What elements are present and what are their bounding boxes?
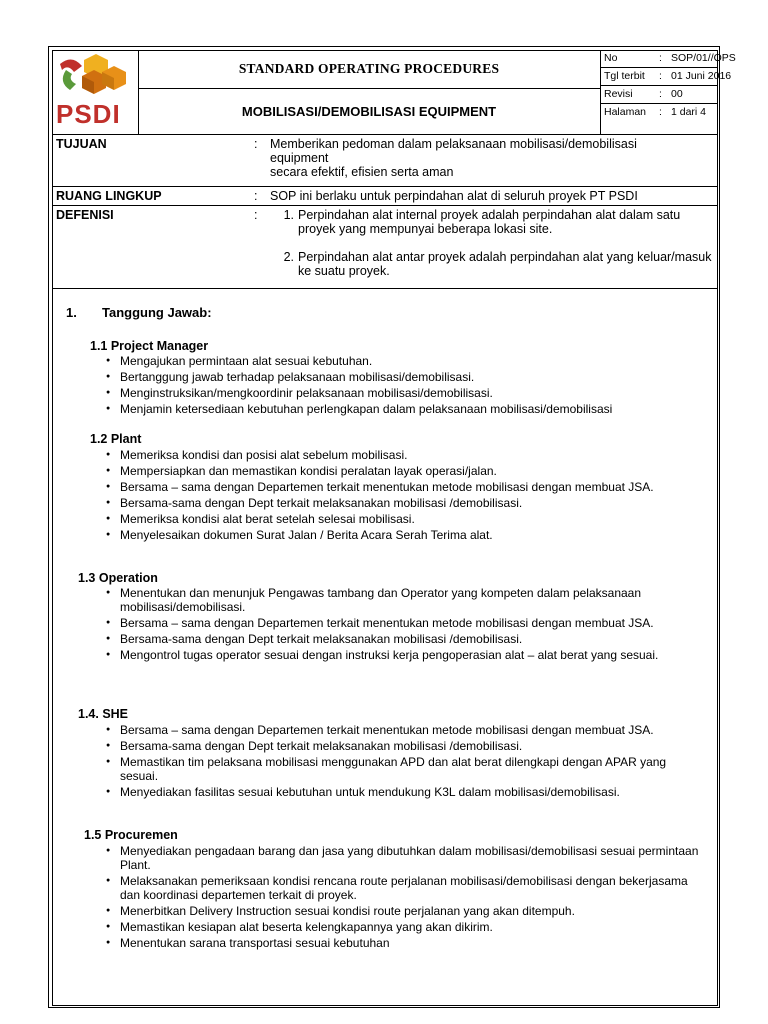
row-tujuan (52, 134, 718, 186)
subsection-title: 1.2 Plant (90, 432, 142, 446)
subsection-title: 1.1 Project Manager (90, 339, 209, 353)
tujuan-colon: : (254, 137, 258, 151)
list-item: ● Bersama – sama dengan Departemen terkait menentukan metode mobilisasi dengan membuat JSA. (104, 723, 704, 737)
document-meta (601, 50, 736, 134)
list-item: ● Mengajukan permintaan alat sesuai kebutuhan. (104, 354, 704, 368)
meta-colon: : (659, 70, 662, 82)
defenisi-list (268, 208, 714, 292)
defenisi-colon: : (254, 208, 258, 222)
meta-value: SOP/01//OPS (671, 52, 736, 64)
logo-text: PSDI (56, 99, 121, 129)
ruang-lingkup-text: SOP ini berlaku untuk perpindahan alat di seluruh proyek PT PSDI (270, 189, 638, 203)
defenisi-number: 2. (283, 250, 294, 264)
list-item: ● Mempersiapkan dan memastikan kondisi peralatan layak operasi/jalan. (104, 464, 704, 478)
meta-key: Halaman (604, 106, 647, 118)
list-item: ● Bersama-sama dengan Dept terkait melaksanakan mobilisasi /demobilisasi. (104, 496, 704, 510)
tujuan-line: secara efektif, efisien serta aman (270, 165, 454, 179)
meta-value: 00 (671, 88, 683, 100)
meta-key: No (604, 52, 618, 64)
list-item: ● Menyelesaikan dokumen Surat Jalan / Berita Acara Serah Terima alat. (104, 528, 704, 542)
meta-row-revisi (601, 86, 718, 104)
defenisi-text: Perpindahan alat internal proyek adalah perpindahan alat dalam satu proyek yang mempunyai beberapa lokasi site. (298, 208, 681, 236)
list-item: ● Memastikan tim pelaksana mobilisasi menggunakan APD dan alat berat dilengkapi dengan APAR yang sesuai. (104, 755, 704, 783)
subsection-title: 1.5 Procuremen (84, 828, 178, 842)
meta-key: Revisi (604, 88, 633, 100)
list-item: ● Memastikan kesiapan alat beserta kelengkapannya yang akan dikirim. (104, 920, 704, 934)
subsection-title: 1.3 Operation (78, 571, 158, 585)
list-item: ● Bersama-sama dengan Dept terkait melaksanakan mobilisasi /demobilisasi. (104, 739, 704, 753)
subsection-title: 1.4. SHE (78, 707, 129, 721)
tujuan-line: Memberikan pedoman dalam pelaksanaan mobilisasi/demobilisasi (270, 137, 637, 151)
list-item: ● Memeriksa kondisi alat berat setelah selesai mobilisasi. (104, 512, 704, 526)
defenisi-number: 1. (283, 208, 294, 222)
tujuan-line: equipment (270, 151, 329, 165)
meta-value: 1 dari 4 (671, 106, 707, 118)
bullet-list (104, 844, 704, 952)
list-item: ● Melaksanakan pemeriksaan kondisi rencana route perjalanan mobilisasi/demobilisasi dengan bekerjasama dan koordinasi departemen terkait di proyek. (104, 874, 704, 902)
meta-value: 01 Juni 2016 (671, 70, 732, 82)
sop-title: STANDARD OPERATING PROCEDURES (138, 50, 600, 89)
meta-row-halaman (601, 104, 718, 121)
defenisi-text: Perpindahan alat antar proyek adalah perpindahan alat yang keluar/masuk ke suatu proyek. (298, 250, 712, 278)
meta-colon: : (659, 88, 662, 100)
list-item: ● Menerbitkan Delivery Instruction sesuai kondisi route perjalanan yang akan ditempuh. (104, 904, 704, 918)
row-ruang-lingkup (52, 186, 718, 205)
meta-row-tgl-terbit (601, 68, 732, 86)
logo-cell (52, 50, 139, 134)
defenisi-item (268, 250, 714, 278)
defenisi-item (268, 208, 714, 236)
list-item: ● Bersama – sama dengan Departemen terkait menentukan metode mobilisasi dengan membuat JSA. (104, 480, 704, 494)
section-heading (66, 305, 212, 320)
list-item: ● Menyediakan fasilitas sesuai kebutuhan untuk mendukung K3L dalam mobilisasi/demobilisasi. (104, 785, 704, 799)
list-item: ● Mengontrol tugas operator sesuai dengan instruksi kerja pengoperasian alat – alat berat yang sesuai. (104, 648, 704, 662)
document-header (52, 50, 736, 134)
list-item: ● Menjamin ketersediaan kebutuhan perlengkapan dalam pelaksanaan mobilisasi/demobilisasi (104, 402, 704, 416)
meta-key: Tgl terbit (604, 70, 645, 82)
list-item: ● Memeriksa kondisi dan posisi alat sebelum mobilisasi. (104, 448, 704, 462)
bullet-list (104, 723, 704, 801)
defenisi-label: DEFENISI (56, 208, 114, 222)
tujuan-text (270, 137, 710, 179)
list-item: ● Menyediakan pengadaan barang dan jasa yang dibutuhkan dalam mobilisasi/demobilisasi sesuai permintaan Plant. (104, 844, 704, 872)
meta-colon: : (659, 52, 662, 64)
meta-colon: : (659, 106, 662, 118)
list-item: ● Bertanggung jawab terhadap pelaksanaan mobilisasi/demobilisasi. (104, 370, 704, 384)
bullet-list (104, 448, 704, 544)
ruang-lingkup-label: RUANG LINGKUP (56, 189, 162, 203)
bullet-list (104, 354, 704, 418)
section-number: 1. (66, 305, 77, 320)
tujuan-label: TUJUAN (56, 137, 107, 151)
list-item: ● Menentukan dan menunjuk Pengawas tambang dan Operator yang kompeten dalam pelaksanaan mobilisasi/demobilisasi. (104, 586, 704, 614)
row-defenisi (52, 205, 718, 288)
sop-subject: MOBILISASI/DEMOBILISASI EQUIPMENT (241, 104, 497, 119)
meta-row-no (601, 50, 736, 68)
section-title: Tanggung Jawab: (102, 305, 212, 320)
section-content (52, 288, 718, 950)
list-item: ● Menginstruksikan/mengkoordinir pelaksanaan mobilisasi/demobilisasi. (104, 386, 704, 400)
list-item: ● Bersama – sama dengan Departemen terkait menentukan metode mobilisasi dengan membuat JSA. (104, 616, 704, 630)
list-item: ● Bersama-sama dengan Dept terkait melaksanakan mobilisasi /demobilisasi. (104, 632, 704, 646)
title-cell (138, 50, 601, 134)
list-item: ● Menentukan sarana transportasi sesuai kebutuhan (104, 936, 704, 950)
bullet-list (104, 586, 704, 664)
ruang-lingkup-colon: : (254, 189, 258, 203)
